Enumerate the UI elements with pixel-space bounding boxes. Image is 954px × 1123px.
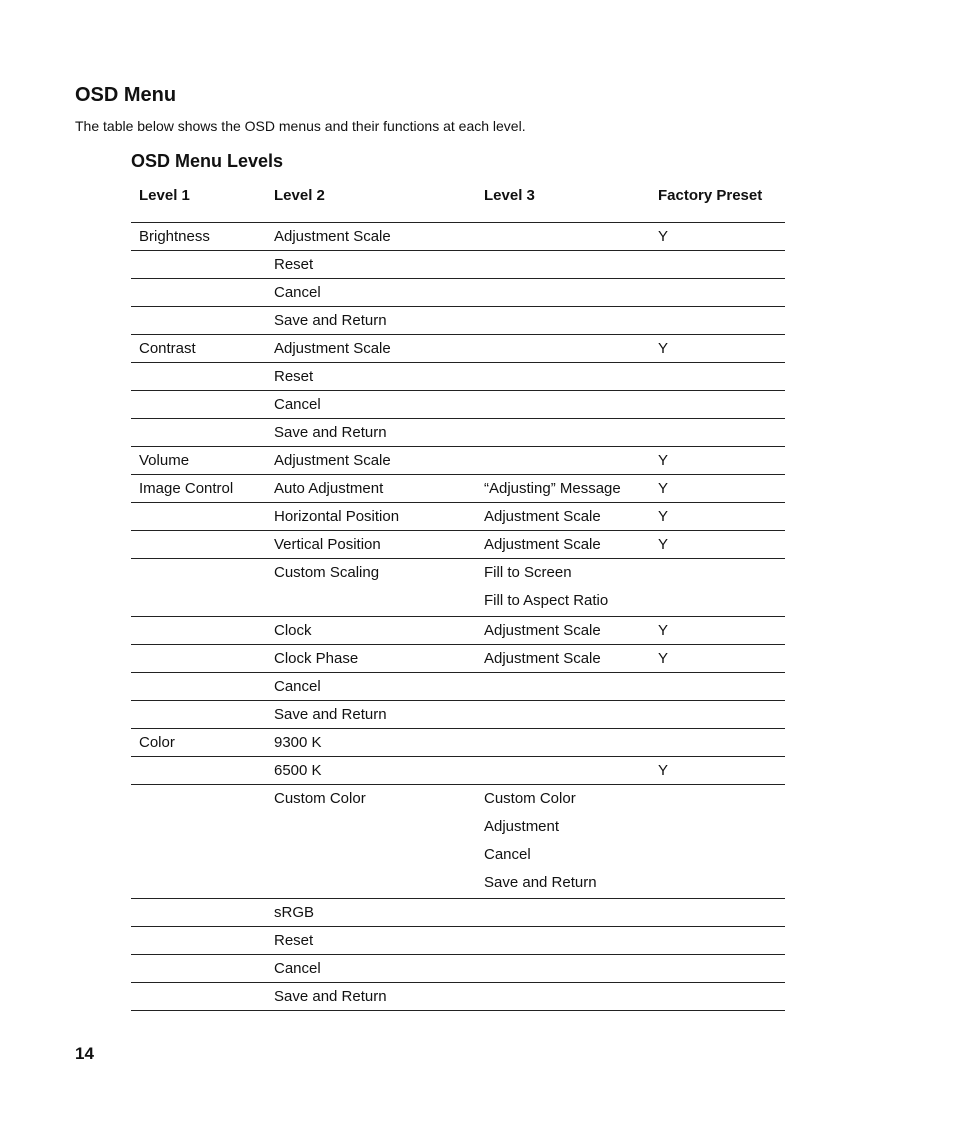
table-row <box>131 729 785 757</box>
cell-factory-preset: Y <box>650 447 785 475</box>
intro-text: The table below shows the OSD menus and their functions at each level. <box>75 118 526 134</box>
table-row <box>131 531 785 559</box>
cell-level-3-item: Adjustment Scale <box>484 536 601 553</box>
cell-level-2: Save and Return <box>266 983 476 1011</box>
cell-level-2: Custom Color <box>266 785 476 899</box>
cell-level-1 <box>131 757 266 785</box>
cell-level-3-item: Fill to Screen <box>484 564 572 581</box>
cell-level-2: Save and Return <box>266 419 476 447</box>
cell-level-3 <box>476 617 650 645</box>
cell-level-1: Volume <box>131 447 266 475</box>
cell-level-3-item: Cancel <box>484 846 531 863</box>
cell-level-3 <box>476 899 650 927</box>
cell-factory-preset <box>650 307 785 335</box>
cell-level-2: Horizontal Position <box>266 503 476 531</box>
cell-level-1 <box>131 307 266 335</box>
cell-level-2: sRGB <box>266 899 476 927</box>
cell-level-3 <box>476 531 650 559</box>
cell-level-3 <box>476 645 650 673</box>
cell-level-1 <box>131 785 266 899</box>
table-row <box>131 391 785 419</box>
cell-level-2: Cancel <box>266 391 476 419</box>
cell-level-2: Cancel <box>266 673 476 701</box>
cell-level-3 <box>476 955 650 983</box>
cell-level-1 <box>131 251 266 279</box>
table-row <box>131 617 785 645</box>
cell-level-3 <box>476 729 650 757</box>
cell-level-2: Adjustment Scale <box>266 447 476 475</box>
cell-level-2: Save and Return <box>266 307 476 335</box>
cell-level-2: Save and Return <box>266 701 476 729</box>
table-row <box>131 701 785 729</box>
cell-level-3 <box>476 223 650 251</box>
cell-level-3-item: Save and Return <box>484 874 597 891</box>
cell-factory-preset <box>650 785 785 899</box>
table-row <box>131 279 785 307</box>
cell-level-3 <box>476 983 650 1011</box>
cell-level-1 <box>131 617 266 645</box>
cell-level-3-item: Adjustment Scale <box>484 508 601 525</box>
cell-level-1 <box>131 701 266 729</box>
cell-level-3 <box>476 307 650 335</box>
cell-level-3 <box>476 419 650 447</box>
table-row <box>131 983 785 1011</box>
cell-level-1: Contrast <box>131 335 266 363</box>
cell-level-1 <box>131 363 266 391</box>
cell-factory-preset: Y <box>650 223 785 251</box>
table-row <box>131 447 785 475</box>
page-number: 14 <box>75 1044 94 1063</box>
cell-level-3 <box>476 391 650 419</box>
cell-factory-preset: Y <box>650 503 785 531</box>
cell-level-2: Adjustment Scale <box>266 335 476 363</box>
table-row <box>131 251 785 279</box>
cell-level-3-item: Adjustment <box>484 818 560 835</box>
cell-factory-preset <box>650 559 785 617</box>
cell-level-3 <box>476 475 650 503</box>
cell-level-3 <box>476 559 650 617</box>
cell-level-1 <box>131 645 266 673</box>
cell-level-1: Image Control <box>131 475 266 503</box>
cell-level-2: Clock Phase <box>266 645 476 673</box>
table-title: OSD Menu Levels <box>131 151 284 171</box>
cell-factory-preset: Y <box>650 335 785 363</box>
cell-level-2: 9300 K <box>266 729 476 757</box>
cell-level-3 <box>476 363 650 391</box>
cell-level-1 <box>131 531 266 559</box>
table-header-row <box>131 182 785 223</box>
cell-level-3 <box>476 335 650 363</box>
cell-level-3-item: Fill to Aspect Ratio <box>484 592 609 609</box>
cell-level-2: Clock <box>266 617 476 645</box>
cell-level-3 <box>476 785 650 899</box>
table-row <box>131 899 785 927</box>
cell-level-3 <box>476 503 650 531</box>
cell-level-1 <box>131 983 266 1011</box>
cell-level-1 <box>131 559 266 617</box>
header-factory-preset: Factory Preset <box>650 182 785 223</box>
table-row <box>131 503 785 531</box>
cell-level-3-item: Adjustment Scale <box>484 622 601 639</box>
table-row <box>131 475 785 503</box>
cell-level-3 <box>476 701 650 729</box>
header-level-2: Level 2 <box>266 182 476 223</box>
table-row <box>131 559 785 617</box>
cell-level-1: Brightness <box>131 223 266 251</box>
table-row <box>131 927 785 955</box>
cell-level-3-item: Adjustment Scale <box>484 650 601 667</box>
header-level-1: Level 1 <box>131 182 266 223</box>
table-row <box>131 785 785 899</box>
table-row <box>131 223 785 251</box>
cell-level-1 <box>131 503 266 531</box>
cell-level-2: Cancel <box>266 955 476 983</box>
cell-level-1 <box>131 955 266 983</box>
cell-level-2: Reset <box>266 927 476 955</box>
cell-factory-preset <box>650 899 785 927</box>
cell-factory-preset <box>650 419 785 447</box>
header-level-3: Level 3 <box>476 182 650 223</box>
cell-factory-preset: Y <box>650 757 785 785</box>
cell-factory-preset <box>650 927 785 955</box>
cell-level-1 <box>131 927 266 955</box>
cell-level-1 <box>131 899 266 927</box>
table-row <box>131 955 785 983</box>
cell-level-2: Reset <box>266 363 476 391</box>
cell-level-1 <box>131 279 266 307</box>
table-row <box>131 419 785 447</box>
cell-factory-preset <box>650 251 785 279</box>
table-body <box>131 223 785 1011</box>
cell-factory-preset <box>650 363 785 391</box>
cell-factory-preset: Y <box>650 475 785 503</box>
cell-level-3 <box>476 757 650 785</box>
cell-level-2: Vertical Position <box>266 531 476 559</box>
cell-level-3-item: Custom Color <box>484 790 576 807</box>
cell-level-2: Cancel <box>266 279 476 307</box>
table-row <box>131 363 785 391</box>
cell-factory-preset: Y <box>650 617 785 645</box>
cell-factory-preset <box>650 955 785 983</box>
cell-level-2: Auto Adjustment <box>266 475 476 503</box>
cell-level-1 <box>131 391 266 419</box>
osd-menu-table <box>131 182 785 1011</box>
cell-factory-preset <box>650 983 785 1011</box>
cell-level-3 <box>476 673 650 701</box>
table-row <box>131 673 785 701</box>
cell-factory-preset <box>650 701 785 729</box>
cell-factory-preset: Y <box>650 645 785 673</box>
cell-factory-preset <box>650 673 785 701</box>
cell-level-3 <box>476 447 650 475</box>
cell-level-3 <box>476 251 650 279</box>
cell-factory-preset <box>650 729 785 757</box>
cell-level-1 <box>131 419 266 447</box>
table-row <box>131 307 785 335</box>
cell-level-2: Custom Scaling <box>266 559 476 617</box>
table-row <box>131 645 785 673</box>
cell-level-1 <box>131 673 266 701</box>
cell-level-3 <box>476 279 650 307</box>
cell-level-2: Reset <box>266 251 476 279</box>
cell-level-2: 6500 K <box>266 757 476 785</box>
cell-factory-preset: Y <box>650 531 785 559</box>
cell-level-3 <box>476 927 650 955</box>
cell-level-2: Adjustment Scale <box>266 223 476 251</box>
page-title: OSD Menu <box>75 84 177 106</box>
cell-level-1: Color <box>131 729 266 757</box>
cell-factory-preset <box>650 391 785 419</box>
table-row <box>131 335 785 363</box>
table-row <box>131 757 785 785</box>
cell-factory-preset <box>650 279 785 307</box>
cell-level-3-item: “Adjusting” Message <box>484 480 621 497</box>
